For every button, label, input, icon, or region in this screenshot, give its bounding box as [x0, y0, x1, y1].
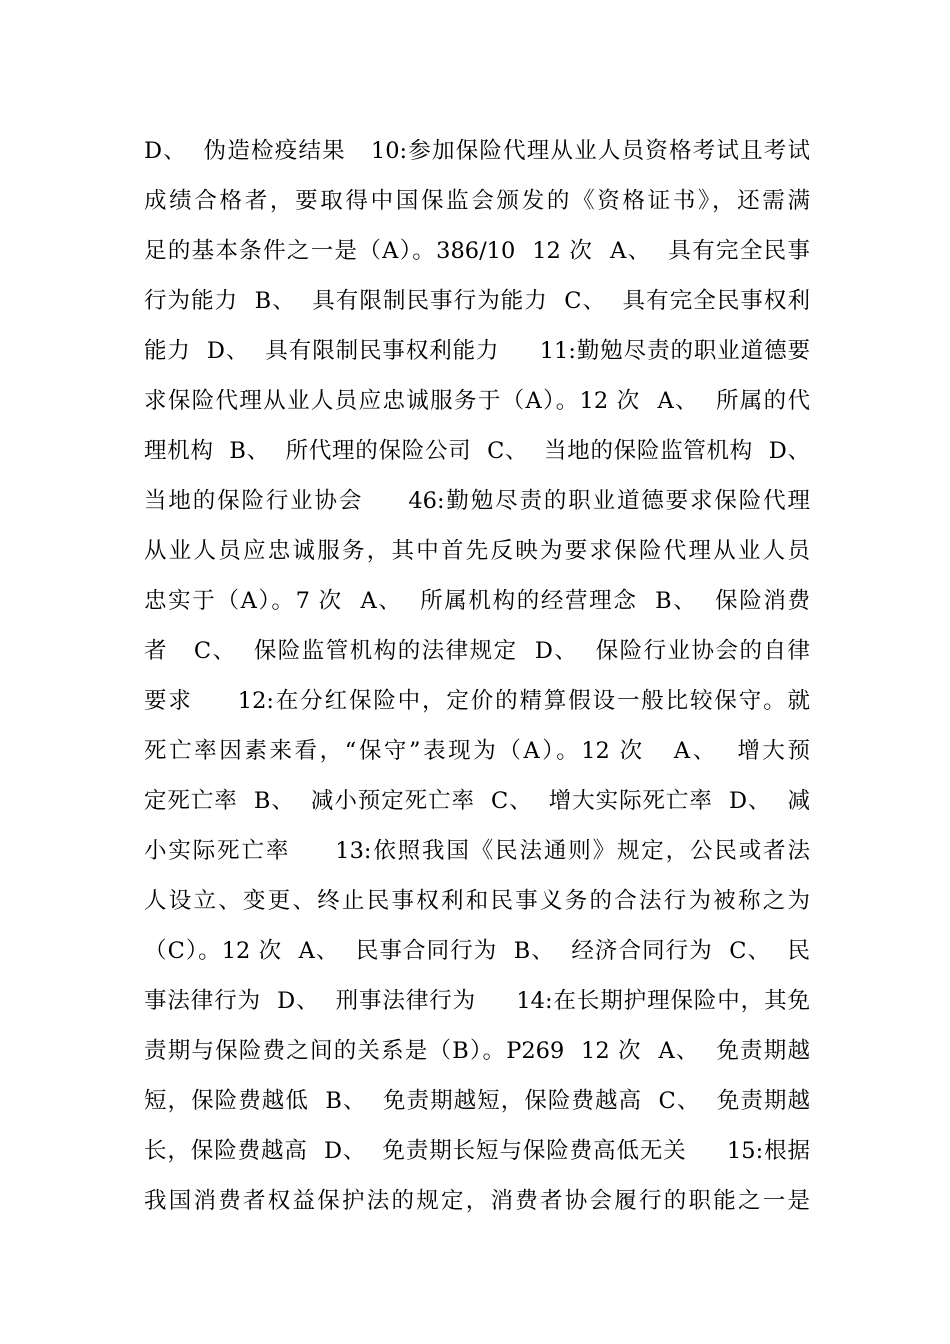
text-line: 短，保险费越低 B、 免责期越短，保险费越高 C、 免责期越 [144, 1088, 810, 1114]
text-line: 要求 12:在分红保险中，定价的精算假设一般比较保守。就 [144, 688, 810, 714]
text-line: （C）。12 次 A、 民事合同行为 B、 经济合同行为 C、 民 [144, 938, 810, 964]
text-line: 责期与保险费之间的关系是（B）。P269 12 次 A、 免责期越 [144, 1038, 810, 1064]
text-line: 行为能力 B、 具有限制民事行为能力 C、 具有完全民事权利 [144, 288, 810, 314]
text-line: 从业人员应忠诚服务，其中首先反映为要求保险代理从业人员 [144, 538, 810, 564]
text-line: 理机构 B、 所代理的保险公司 C、 当地的保险监管机构 D、 [144, 438, 810, 464]
text-line: 我国消费者权益保护法的规定，消费者协会履行的职能之一是 [144, 1188, 810, 1214]
text-line: 长，保险费越高 D、 免责期长短与保险费高低无关 15:根据 [144, 1138, 810, 1164]
text-line: 死亡率因素来看，“保守”表现为（A）。12 次 A、 增大预 [144, 738, 810, 764]
text-line: 能力 D、 具有限制民事权利能力 11:勤勉尽责的职业道德要 [144, 338, 810, 364]
text-line: D、 伪造检疫结果 10:参加保险代理从业人员资格考试且考试 [144, 138, 810, 164]
text-line: 小实际死亡率 13:依照我国《民法通则》规定，公民或者法 [144, 838, 810, 864]
text-line: 足的基本条件之一是（A）。386/10 12 次 A、 具有完全民事 [144, 238, 810, 264]
body-text [144, 126, 810, 1226]
text-line: 事法律行为 D、 刑事法律行为 14:在长期护理保险中，其免 [144, 988, 810, 1014]
text-line: 忠实于（A）。7 次 A、 所属机构的经营理念 B、 保险消费 [144, 588, 810, 614]
text-line: 成绩合格者，要取得中国保监会颁发的《资格证书》，还需满 [144, 188, 810, 214]
text-line: 当地的保险行业协会 46:勤勉尽责的职业道德要求保险代理 [144, 488, 810, 514]
text-line: 人设立、变更、终止民事权利和民事义务的合法行为被称之为 [144, 888, 810, 914]
text-line: 定死亡率 B、 减小预定死亡率 C、 增大实际死亡率 D、 减 [144, 788, 810, 814]
text-line: 求保险代理从业人员应忠诚服务于（A）。12 次 A、 所属的代 [144, 388, 810, 414]
text-line: 者 C、 保险监管机构的法律规定 D、 保险行业协会的自律 [144, 638, 810, 664]
